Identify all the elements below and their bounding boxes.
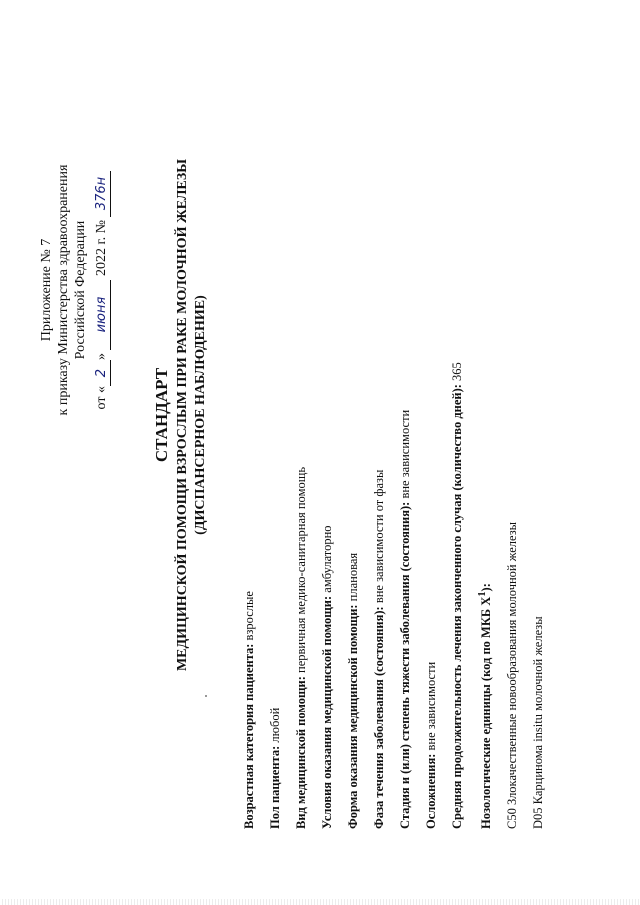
field-value: амбулаторно [320,525,334,596]
field-nosology-label [470,49,499,829]
field-care-conditions [314,49,340,829]
order-prefix: от « [94,386,109,410]
field-label: Возрастная категория пациента: [242,643,256,829]
title-standard: СТАНДАРТ [152,367,171,463]
field-sex [262,49,288,829]
order-year: 2022 г. № [94,220,109,277]
standard-fields [236,49,551,829]
field-care-type [288,49,314,829]
order-date-line [93,120,111,460]
field-care-form [340,49,366,829]
field-value: вне зависимости [398,409,412,502]
field-label: Фаза течения заболевания (состояния): [372,606,386,829]
appendix-order-reference: к приказу Министерства здравоохранения [56,164,71,416]
field-label: Вид медицинской помощи: [294,676,308,829]
nosology-label [479,583,493,829]
nosology-label-text: Нозологические единицы (код по МКБ X [479,596,494,829]
appendix-number: Приложение № 7 [39,238,54,342]
nosology-code: C50 [505,808,520,829]
field-label: Стадия и (или) степень тяжести заболевания (состояния): [398,501,412,829]
field-value: плановая [346,552,360,605]
field-value: любой [268,707,282,746]
nosology-item [525,49,551,829]
standard-title [152,75,210,755]
scan-edge [0,899,640,905]
nosology-name: Карцинома insitu молочной железы [531,616,546,805]
field-label: Условия оказания медицинской помощи: [320,595,334,829]
field-value: первичная медико-санитарная помощь [294,466,308,677]
nosology-code: D05 [531,807,546,829]
field-label: Пол пациента: [268,745,282,829]
field-label: Осложнения: [424,753,438,829]
nosology-list [499,49,551,829]
field-label: Форма оказания медицинской помощи: [346,604,360,829]
order-day-handwritten: 2 [93,360,111,386]
title-main: МЕДИЦИНСКОЙ ПОМОЩИ ВЗРОСЛЫМ ПРИ РАКЕ МОЛОЧНОЙ ЖЕЛЕЗЫ [175,158,190,672]
field-value: 365 [450,362,464,385]
field-value: вне зависимости от фазы [372,469,386,607]
order-number-handwritten: 376н [93,171,111,217]
field-complications [418,49,444,829]
nosology-label-end: ): [479,583,494,592]
nosology-footnote-marker: 1 [477,591,488,597]
appendix-header [38,120,111,460]
title-subtitle: (ДИСПАНСЕРНОЕ НАБЛЮДЕНИЕ) [193,295,208,535]
field-disease-stage [392,49,418,829]
nosology-item [499,49,525,829]
field-age-category [236,49,262,829]
field-value: вне зависимости [424,661,438,754]
field-value: взрослые [242,591,256,644]
field-label: Средняя продолжительность лечения законченного случая (количество дней): [450,384,464,829]
order-mid: » [94,353,109,361]
order-month-handwritten: июня [93,280,111,350]
appendix-federation: Российской Федерации [73,220,88,360]
nosology-name: Злокачественные новообразования молочной железы [505,521,520,806]
field-treatment-duration [444,49,470,829]
field-disease-phase [366,49,392,829]
